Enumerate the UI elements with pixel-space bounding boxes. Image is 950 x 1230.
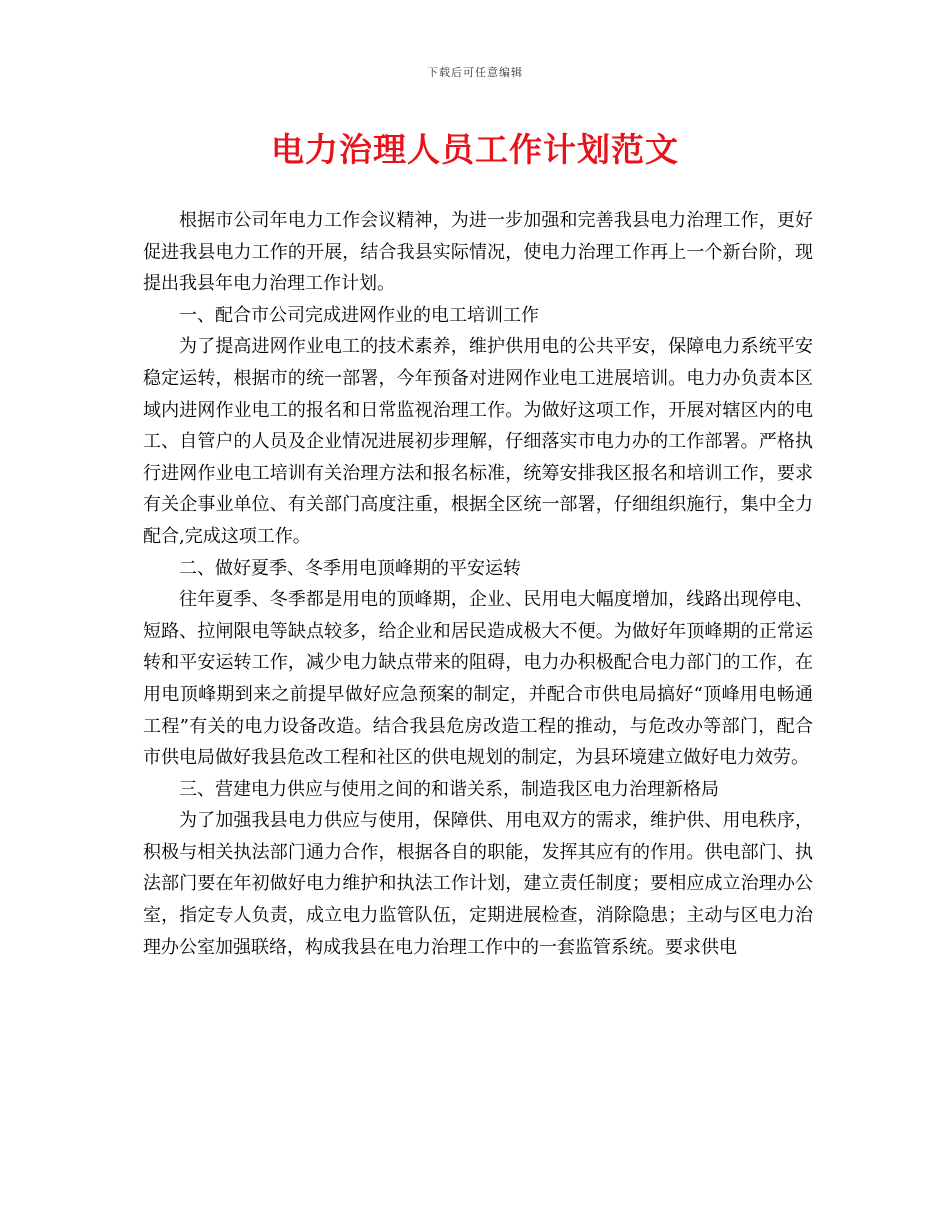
intro-paragraph: 根据市公司年电力工作会议精神，为进一步加强和完善我县电力治理工作，更好促进我县电力工作的开展，结合我县实际情况，使电力治理工作再上一个新台阶，现提出我县年电力治理工作计划。: [143, 210, 813, 295]
section-heading-1: 一、配合市公司完成进网作业的电工培训工作: [179, 304, 539, 326]
section-paragraph-2: 往年夏季、冬季都是用电的顶峰期，企业、民用电大幅度增加，线路出现停电、短路、拉闸限电等缺点较多，给企业和居民造成极大不便。为做好年顶峰期的正常运转和平安运转工作，减少电力缺点带来的阻碍，电力办积极配合电力部门的工作，在用电顶峰期到来之前提早做好应急预案的制定，并配合市供电局搞好“顶峰用电畅通工程”有关的电力设备改造。结合我县危房改造工程的推动，与危改办等部门，配合市供电局做好我县危改工程和社区的供电规划的制定，为县环境建立做好电力效劳。: [143, 589, 813, 769]
section-paragraph-1: 为了提高进网作业电工的技术素养，维护供用电的公共平安，保障电力系统平安稳定运转，根据市的统一部署，今年预备对进网作业电工进展培训。电力办负责本区域内进网作业电工的报名和日常监视治理工作。为做好这项工作，开展对辖区内的电工、自管户的人员及企业情况进展初步理解，仔细落实市电力办的工作部署。严格执行进网作业电工培训有关治理方法和报名标准，统筹安排我区报名和培训工作，要求有关企事业单位、有关部门高度注重，根据全区统一部署，仔细组织施行，集中全力配合,完成这项工作。: [143, 336, 813, 547]
document-title: 电力治理人员工作计划范文: [271, 130, 679, 169]
section-heading-2: 二、做好夏季、冬季用电顶峰期的平安运转: [179, 557, 521, 579]
document-body: [143, 205, 813, 963]
section-heading-3: 三、营建电力供应与使用之间的和谐关系，制造我区电力治理新格局: [179, 778, 719, 800]
section-paragraph-3: 为了加强我县电力供应与使用，保障供、用电双方的需求，维护供、用电秩序，积极与相关执法部门通力合作，根据各自的职能，发挥其应有的作用。供电部门、执法部门要在年初做好电力维护和执法工作计划，建立责任制度；要相应成立治理办公室，指定专人负责，成立电力监管队伍，定期进展检查，消除隐患；主动与区电力治理办公室加强联络，构成我县在电力治理工作中的一套监管系统。要求供电: [143, 810, 813, 958]
header-note: 下载后可任意编辑: [427, 66, 523, 79]
